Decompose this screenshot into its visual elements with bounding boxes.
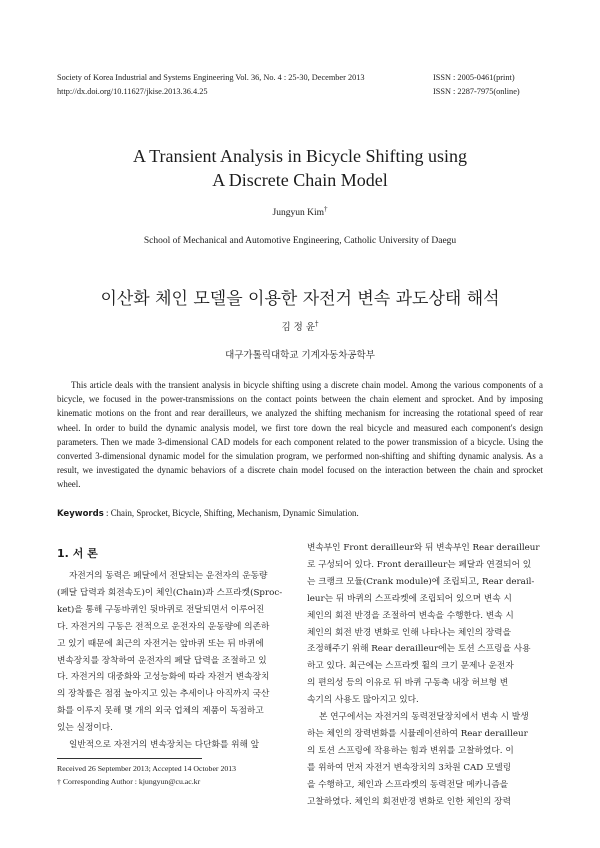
keywords: [57, 508, 359, 519]
keywords-separator: :: [103, 508, 111, 518]
body-text-line: 변속장치를 장착하여 운전자의 페달 답력을 조절하고 있: [57, 655, 267, 666]
body-text-line: 변속부인 Front derailleur와 뒤 변속부인 Rear derailleur: [307, 543, 540, 553]
body-text-line: 체인의 회전 반경 변화로 인해 나타나는 체인의 장력을: [307, 627, 511, 638]
right-column: [307, 540, 544, 811]
section-title: 서 론: [72, 547, 98, 560]
body-text-line: 의 편의성 등의 이유로 뒤 바퀴 구동축 내장 허브형 변: [307, 678, 509, 689]
left-column: [57, 568, 293, 754]
body-text-line: 의 장착률은 점점 높아지고 있는 추세이나 아직까지 국산: [57, 689, 270, 700]
body-text-line: leur는 뒤 바퀴의 스프라켓에 조립되어 있으며 변속 시: [307, 593, 512, 604]
korean-corresponding-mark: †: [315, 319, 319, 328]
body-text-line: 다. 자전거의 구동은 전적으로 운전자의 운동량에 의존하: [57, 621, 270, 632]
body-text-line: ket)을 통해 구동바퀴인 뒷바퀴로 전달되면서 이루어진: [57, 604, 265, 615]
section-number: 1.: [57, 547, 69, 560]
body-text-line: 본 연구에서는 자전거의 동력전달장치에서 변속 시 발생: [319, 712, 529, 723]
body-text-line: 체인의 회전 반경을 조절하여 변속을 수행한다. 변속 시: [307, 610, 514, 621]
english-author-name: Jungyun Kim: [272, 208, 324, 219]
body-text-line: 의 토션 스프링에 작용하는 힘과 변위를 고찰하였다. 이: [307, 745, 514, 756]
received-date: Received 26 September 2013; Accepted 14 October 2013: [57, 764, 237, 773]
korean-affiliation: 대구가톨릭대학교 기계자동차공학부: [225, 350, 375, 361]
english-title-line-2: A Discrete Chain Model: [212, 170, 388, 190]
body-text-line: 을 수행하고, 체인과 스프라켓의 동력전달 메카니즘을: [307, 779, 509, 790]
korean-title: 이산화 체인 모델을 이용한 자전거 변속 과도상태 해석: [100, 289, 500, 309]
body-text-line: 하고 있다. 최근에는 스프라켓 휠의 크기 문제나 운전자: [307, 661, 514, 672]
english-affiliation: School of Mechanical and Automotive Engineering, Catholic University of Daegu: [143, 236, 457, 246]
keywords-text: Chain, Sprocket, Bicycle, Shifting, Mechanism, Dynamic Simulation.: [110, 508, 359, 518]
section-heading: [57, 545, 98, 561]
issn-online: ISSN : 2287-7975(online): [433, 87, 520, 96]
footnote: [57, 762, 236, 788]
corresponding-mark: †: [323, 205, 328, 213]
corresponding-author: † Corresponding Author : kjungyun@cu.ac.kr: [57, 777, 201, 786]
issn-print: ISSN : 2005-0461(print): [433, 73, 515, 82]
english-title: [0, 144, 600, 192]
body-text-line: 고찰하였다. 체인의 회전반경 변화로 인한 체인의 장력: [307, 796, 511, 807]
body-text-line: 는 크랭크 모듈(Crank module)에 조립되고, Rear derail-: [307, 576, 535, 587]
body-text-line: 화를 이루지 못해 몇 개의 외국 업체의 제품이 독점하고: [57, 706, 264, 717]
body-text-line: 있는 실정이다.: [57, 723, 113, 734]
english-title-line-1: A Transient Analysis in Bicycle Shifting using: [132, 146, 468, 166]
abstract: This article deals with the transient analysis in bicycle shifting using a discrete chain model. Among the various components of a bicycle, we focused in the power-transmissions on the contact points between the chain element and sprocket. And by imposing kinematic motions on the front and rear derailleurs, we analyzed the shifting mechanism for increasing the rotational speed of rear wheel. In order to build the dynamic analysis model, we first tore down the real bicycle and measured each component's design parameters. Then we made 3-dimensional CAD models for each component related to the power transmission of a bicycle. Using the converted 3-dimensional dynamic model for the simulation program, we performed non-shifting and shifting dynamic analysis. As a result, we investigated the dynamic behaviors of a discrete chain model focused on the interaction between the chain and sprocket wheel.: [57, 380, 543, 490]
journal-header: [57, 71, 365, 99]
issn-block: [433, 71, 520, 99]
body-text-line: (페달 답력과 회전속도)이 체인(Chain)과 스프라켓(Sproc-: [57, 587, 283, 598]
body-text-line: 를 위하여 먼저 자전거 변속장치의 3차원 CAD 모델링: [307, 762, 512, 773]
body-text-line: 속기의 사용도 많아지고 있다.: [307, 695, 419, 706]
body-text-line: 로 구성되어 있다. Front derailleur는 페달과 연결되어 있: [307, 559, 532, 570]
body-text-line: 조정해주기 위해 Rear derailleur에는 토션 스프링을 사용: [307, 644, 531, 655]
body-text-line: 하는 체인의 장력변화를 시뮬레이션하여 Rear derailleur: [307, 728, 528, 739]
keywords-label: Keywords: [57, 509, 104, 519]
journal-citation: Society of Korea Industrial and Systems Engineering Vol. 36, No. 4 : 25-30, December 2013: [57, 73, 365, 82]
body-text-line: 다. 자전거의 대중화와 고성능화에 따라 자전거 변속장치: [57, 672, 270, 683]
english-author: [0, 205, 600, 218]
doi-link[interactable]: http://dx.doi.org/10.11627/jkise.2013.36.4.25: [57, 87, 208, 96]
body-text-line: 자전거의 동력은 페달에서 전달되는 운전자의 운동량: [69, 571, 268, 581]
footnote-divider: [57, 758, 202, 759]
body-text-line: 고 있기 때문에 최근의 자전거는 앞바퀴 또는 뒤 바퀴에: [57, 638, 264, 649]
korean-author: [0, 319, 600, 333]
korean-author-name: 김 정 윤: [281, 322, 316, 333]
body-text-line: 일반적으로 자전거의 변속장치는 다단화를 위해 앞: [69, 740, 260, 751]
